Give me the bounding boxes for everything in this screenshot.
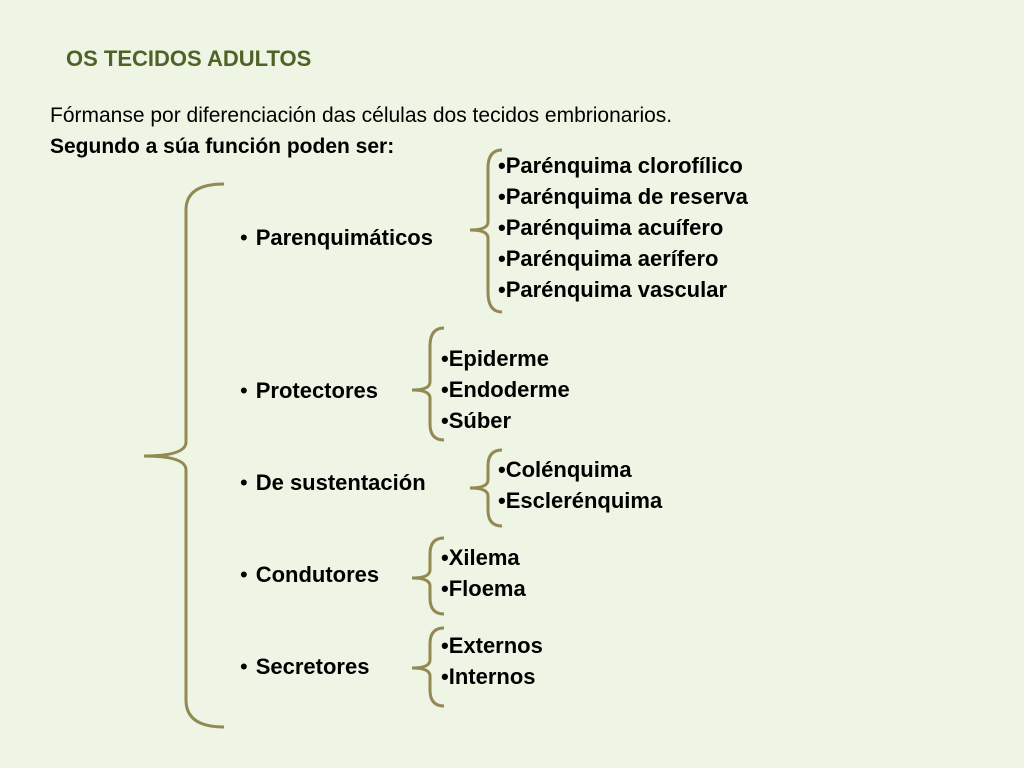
brace-protectores xyxy=(412,328,444,440)
brace-condutores xyxy=(412,538,444,614)
category-protectores xyxy=(240,378,378,404)
bullet: • xyxy=(240,654,248,679)
list-item: •Floema xyxy=(441,576,526,601)
list-item: •Parénquima acuífero xyxy=(498,215,724,240)
slide-title: OS TECIDOS ADULTOS xyxy=(66,46,312,71)
brace-secretores xyxy=(412,628,444,706)
list-item: •Externos xyxy=(441,633,543,658)
list-item: •Esclerénquima xyxy=(498,488,663,513)
category-label: Protectores xyxy=(255,378,378,403)
list-item: •Epiderme xyxy=(441,346,549,371)
list-item: •Parénquima vascular xyxy=(498,277,728,302)
list-item: •Parénquima clorofílico xyxy=(498,153,743,178)
list-item: •Xilema xyxy=(441,545,520,570)
bullet: • xyxy=(240,225,248,250)
list-item: •Súber xyxy=(441,408,512,433)
bullet: • xyxy=(240,562,248,587)
list-secretores xyxy=(441,630,543,692)
category-sustentacion xyxy=(240,470,426,496)
list-item: •Colénquima xyxy=(498,457,632,482)
list-item: •Internos xyxy=(441,664,536,689)
main-brace xyxy=(144,184,224,727)
list-item: •Endoderme xyxy=(441,377,570,402)
category-label: Condutores xyxy=(255,562,380,587)
category-label: Parenquimáticos xyxy=(255,225,433,250)
bullet: • xyxy=(240,470,248,495)
bullet: • xyxy=(240,378,248,403)
list-protectores xyxy=(441,343,570,436)
intro-subtitle: Segundo a súa función poden ser: xyxy=(50,135,395,158)
list-parenquimaticos xyxy=(498,150,748,305)
list-item: •Parénquima de reserva xyxy=(498,184,748,209)
category-label: Secretores xyxy=(255,654,370,679)
list-item: •Parénquima aerífero xyxy=(498,246,719,271)
category-parenquimaticos xyxy=(240,225,433,251)
category-condutores xyxy=(240,562,379,588)
list-condutores xyxy=(441,542,526,604)
category-secretores xyxy=(240,654,369,680)
list-sustentacion xyxy=(498,454,662,516)
category-label: De sustentación xyxy=(255,470,426,495)
intro-text: Fórmanse por diferenciación das células dos tecidos embrionarios. xyxy=(50,104,673,127)
